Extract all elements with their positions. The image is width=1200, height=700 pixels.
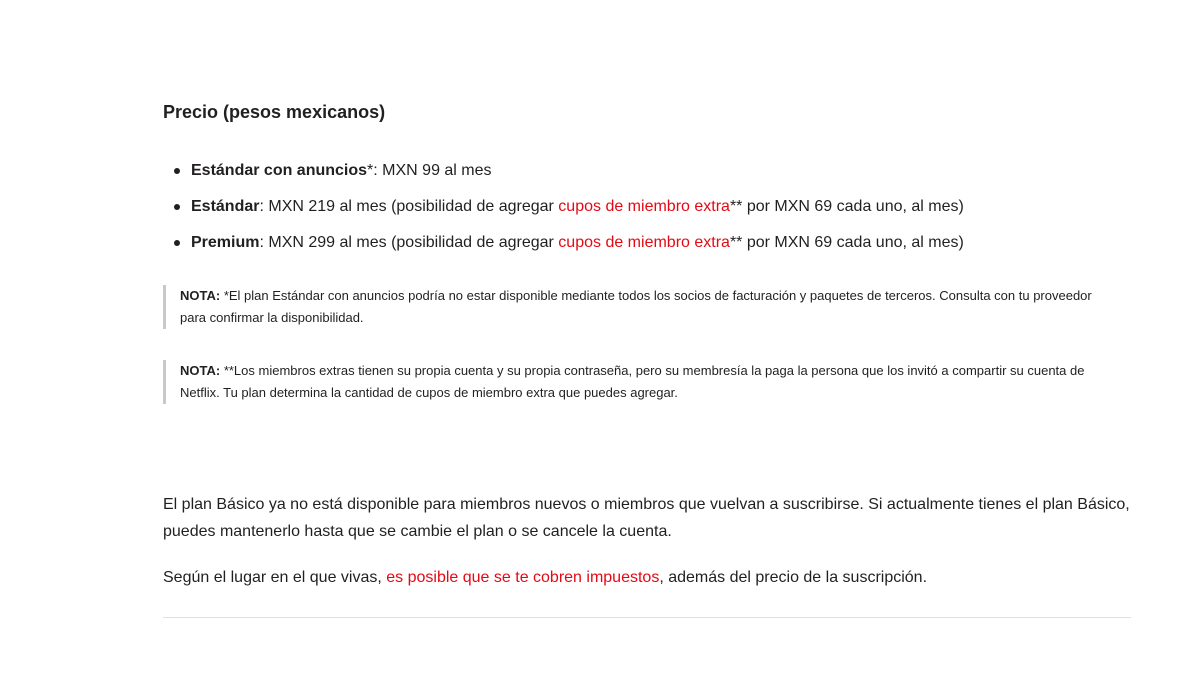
tax-text-before: Según el lugar en el que vivas,	[163, 569, 387, 586]
basic-plan-paragraph: El plan Básico ya no está disponible para miembros nuevos o miembros que vuelvan a suscribirse. Si actualmente tienes el plan Básico, puedes mantenerlo hasta que se cambie el plan o se cancele la cuenta.	[163, 496, 1130, 540]
plan-item-premium	[163, 231, 964, 255]
note-text: *El plan Estándar con anuncios podría no estar disponible mediante todos los socios de facturación y paquetes de terceros. Consulta con tu proveedor para confirmar la disponibilidad.	[180, 288, 1092, 325]
extra-member-link[interactable]: cupos de miembro extra	[558, 198, 730, 215]
bullet-icon	[174, 168, 180, 174]
plan-item-standard-with-ads	[163, 159, 964, 183]
tax-link[interactable]: es posible que se te cobren impuestos	[386, 569, 660, 586]
extra-member-link[interactable]: cupos de miembro extra	[558, 234, 730, 251]
plan-list	[163, 159, 964, 267]
plan-name: Premium	[191, 234, 260, 251]
plan-extra-price: ** por MXN 69 cada uno, al mes)	[729, 198, 964, 215]
note-label: NOTA:	[180, 288, 221, 303]
bullet-icon	[174, 204, 180, 210]
note-ads-availability	[163, 285, 1110, 329]
bullet-icon	[174, 240, 180, 246]
plan-price: *: MXN 99 al mes	[367, 162, 492, 179]
note-extra-members	[163, 360, 1110, 404]
plan-name: Estándar con anuncios	[191, 162, 368, 179]
plan-price: : MXN 299 al mes (posibilidad de agregar	[259, 234, 559, 251]
note-label: NOTA:	[180, 363, 221, 378]
plan-name: Estándar	[191, 198, 260, 215]
plan-extra-price: ** por MXN 69 cada uno, al mes)	[729, 234, 964, 251]
tax-paragraph	[163, 564, 1131, 591]
divider	[163, 617, 1131, 618]
section-title: Precio (pesos mexicanos)	[163, 102, 386, 122]
tax-text-after: , además del precio de la suscripción.	[659, 569, 928, 586]
plan-price: : MXN 219 al mes (posibilidad de agregar	[259, 198, 559, 215]
plan-item-standard	[163, 195, 964, 219]
note-text: **Los miembros extras tienen su propia cuenta y su propia contraseña, pero su membresía la paga la persona que los invitó a compartir su cuenta de Netflix. Tu plan determina la cantidad de cupos de miembro extra que puedes agregar.	[180, 363, 1085, 400]
